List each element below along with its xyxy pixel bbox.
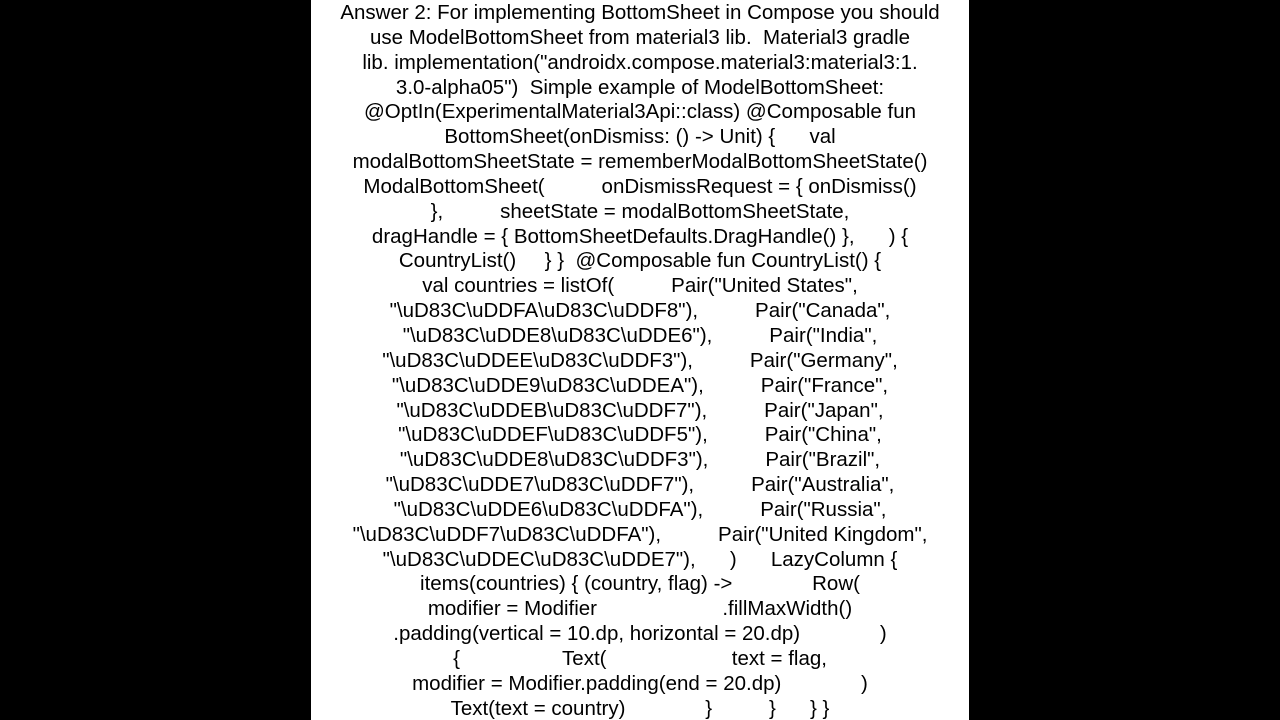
answer-line: BottomSheet(onDismiss: () -> Unit) { val <box>444 125 836 149</box>
answer-line: @OptIn(ExperimentalMaterial3Api::class) @Composable fun <box>363 100 917 124</box>
answer-line: dragHandle = { BottomSheetDefaults.DragHandle() }, ) { <box>371 224 909 248</box>
answer-line: .padding(vertical = 10.dp, horizontal = 20.dp) ) <box>393 622 887 646</box>
answer-line: val countries = listOf( Pair("United States", <box>422 274 858 298</box>
answer-line: "\uD83C\uDDE8\uD83C\uDDF3"), Pair("Brazil", <box>399 448 881 472</box>
answer-line: use ModelBottomSheet from material3 lib. Material3 gradle <box>369 25 911 49</box>
answer-line: modalBottomSheetState = rememberModalBottomSheetState() <box>352 150 928 174</box>
answer-line: "\uD83C\uDDEB\uD83C\uDDF7"), Pair("Japan", <box>396 398 884 422</box>
answer-line: "\uD83C\uDDEE\uD83C\uDDF3"), Pair("Germany", <box>382 348 898 372</box>
answer-line: items(countries) { (country, flag) -> Row( <box>420 572 860 596</box>
answer-line: CountryList() } } @Composable fun CountryList() { <box>398 249 882 273</box>
answer-line: modifier = Modifier.padding(end = 20.dp) ) <box>412 671 868 695</box>
answer-line: Answer 2: For implementing BottomSheet in Compose you should <box>340 1 940 24</box>
answer-line: "\uD83C\uDDE7\uD83C\uDDF7"), Pair("Australia", <box>385 473 895 497</box>
answer-line: "\uD83C\uDDE9\uD83C\uDDEA"), Pair("France", <box>391 373 889 397</box>
answer-line: modifier = Modifier .fillMaxWidth() <box>427 597 853 621</box>
answer-line: "\uD83C\uDDEC\uD83C\uDDE7"), ) LazyColumn { <box>382 547 898 571</box>
answer-line: "\uD83C\uDDF7\uD83C\uDDFA"), Pair("United Kingdom", <box>352 522 928 546</box>
answer-text <box>311 0 969 720</box>
answer-line: lib. implementation("androidx.compose.material3:material3:1. <box>362 50 918 74</box>
answer-line: Text(text = country) } } } } <box>450 696 830 720</box>
answer-line: "\uD83C\uDDEF\uD83C\uDDF5"), Pair("China", <box>398 423 882 447</box>
answer-line: "\uD83C\uDDE6\uD83C\uDDFA"), Pair("Russia", <box>393 497 887 521</box>
answer-line: 3.0-alpha05") Simple example of ModelBottomSheet: <box>395 75 885 99</box>
answer-line: "\uD83C\uDDE8\uD83C\uDDE6"), Pair("India", <box>402 323 878 347</box>
answer-line: }, sheetState = modalBottomSheetState, <box>430 199 850 223</box>
answer-line: { Text( text = flag, <box>453 646 827 670</box>
answer-panel <box>311 0 969 720</box>
answer-line: ModalBottomSheet( onDismissRequest = { onDismiss() <box>363 174 917 198</box>
answer-line: "\uD83C\uDDFA\uD83C\uDDF8"), Pair("Canada", <box>389 299 891 323</box>
